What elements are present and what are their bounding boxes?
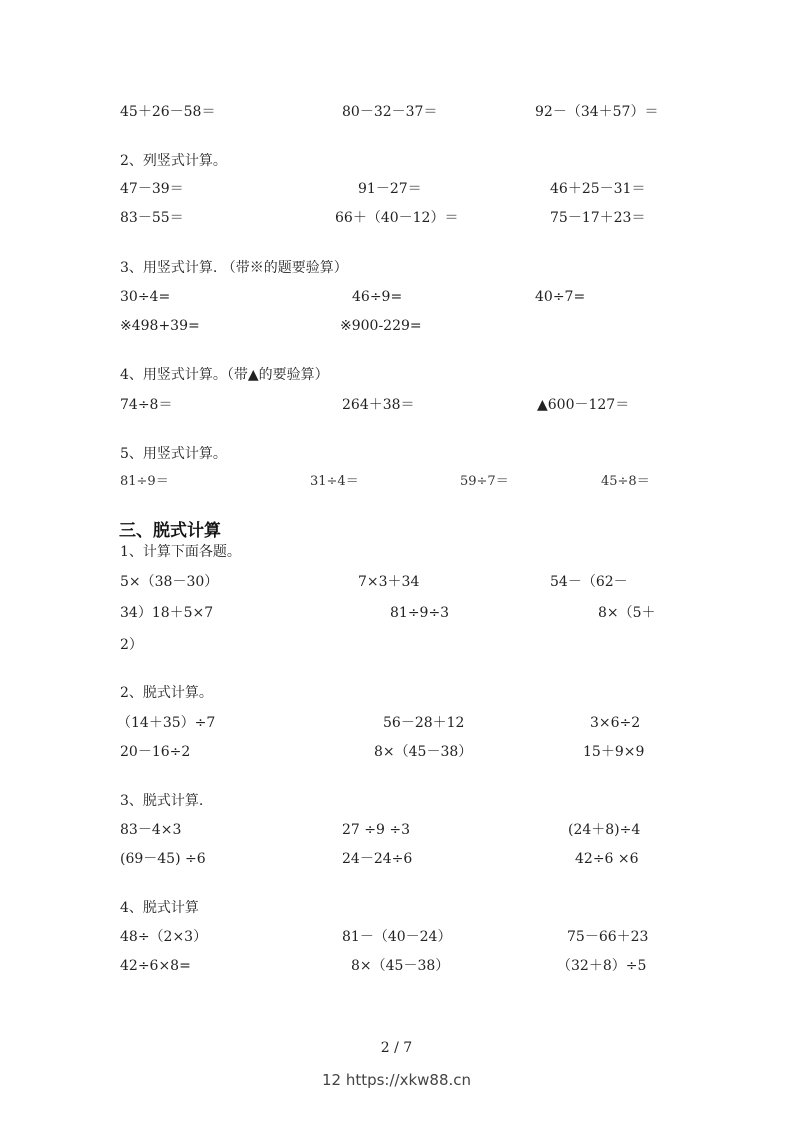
problem: 48÷（2×3） [120,929,208,945]
problem: 59÷7＝ [460,474,509,489]
section-title: 4、用竖式计算。（带▲的要验算） [120,367,329,383]
part-heading: 三、脱式计算 [119,521,221,541]
problem: 54－（62－ [550,574,628,590]
problem: 81÷9＝ [120,474,169,489]
problem: 34）18＋5×7 [120,605,214,621]
problem: 2） [120,637,143,653]
problem: （14＋35）÷7 [117,715,216,731]
section-title: 2、脱式计算。 [120,685,213,701]
problem: (69－45) ÷6 [120,851,206,867]
problem: 264＋38＝ [342,397,415,413]
problem: 45÷8＝ [601,474,650,489]
problem: 31÷4＝ [310,474,359,489]
problem: 8×（45－38） [374,744,473,760]
problem: 83－55＝ [120,210,184,226]
problem: 7×3＋34 [358,574,420,590]
problem: 20－16÷2 [120,744,191,760]
problem: 45＋26－58＝ [120,104,216,120]
problem: 91－27＝ [358,181,422,197]
problem: 46÷9= [352,289,403,305]
section-title: 2、列竖式计算。 [120,153,227,169]
watermark: 12 https://xkw88.cn [321,1071,472,1089]
problem: ※498+39= [120,318,200,334]
problem: 66＋（40－12）＝ [335,210,459,226]
section-title: 3、脱式计算. [120,793,204,809]
problem: 30÷4= [120,289,171,305]
section-title: 4、脱式计算 [120,900,199,916]
problem: 80－32－37＝ [342,104,438,120]
problem: 74÷8＝ [120,397,173,413]
page-number: 2 / 7 [380,1040,413,1056]
section-title: 3、用竖式计算. （带※的题要验算） [120,260,348,276]
problem: ▲600－127＝ [537,397,630,413]
problem: 75－17＋23＝ [550,210,646,226]
problem: 75－66＋23 [567,929,649,945]
section-title: 5、用竖式计算。 [120,446,227,462]
problem: 56－28＋12 [383,715,465,731]
problem: 81－（40－24） [342,929,452,945]
problem: 5×（38－30） [120,574,219,590]
problem: 24－24÷6 [342,851,413,867]
problem: 15＋9×9 [583,744,645,760]
problem: 27 ÷9 ÷3 [342,822,410,838]
problem: 46＋25－31＝ [550,181,646,197]
problem: 8×（5＋ [598,605,656,621]
problem: 8×（45－38） [351,958,450,974]
problem: 42÷6×8= [120,958,191,974]
problem: 83－4×3 [120,822,182,838]
problem: (24＋8)÷4 [568,822,641,838]
problem: 47－39＝ [120,181,184,197]
section-title: 1、计算下面各题。 [120,544,241,560]
problem: 42÷6 ×6 [575,851,639,867]
problem: 92－（34＋57）＝ [535,104,659,120]
problem: 40÷7= [535,289,586,305]
problem: 3×6÷2 [590,715,641,731]
problem: （32＋8）÷5 [557,958,647,974]
problem: 81÷9÷3 [390,605,450,621]
problem: ※900-229= [340,318,422,334]
